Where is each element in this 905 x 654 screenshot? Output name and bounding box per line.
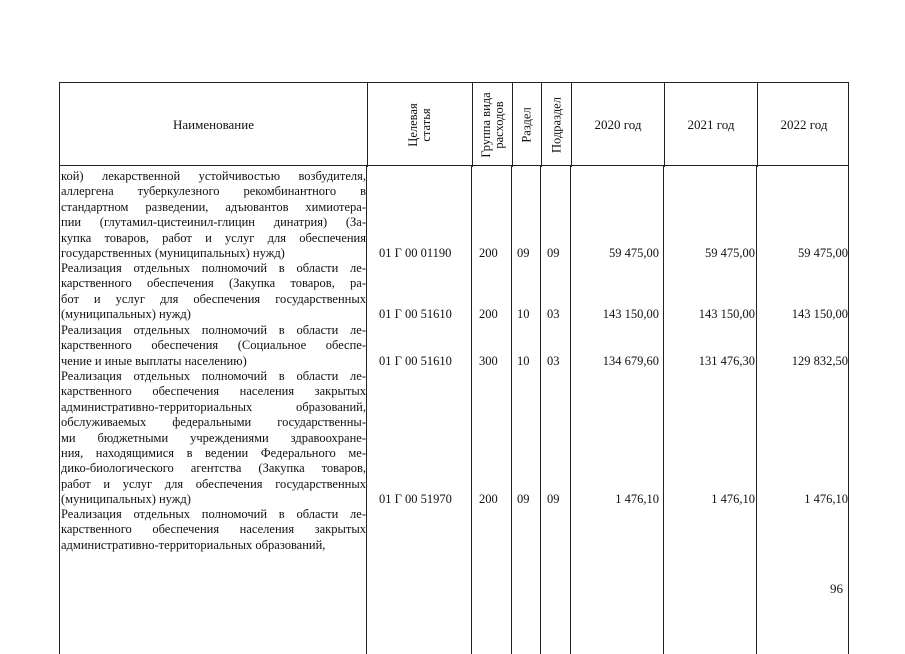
column-divider — [471, 166, 472, 654]
header-2021: 2021 год — [687, 117, 735, 132]
row-article: 01 Г 00 51970 — [379, 492, 452, 506]
column-divider — [663, 166, 664, 654]
row-article: 01 Г 00 51610 — [379, 307, 452, 321]
row-name: Реализация отдельных полномочий в области ле- карственного обеспечения населения закрытых административно-территориальных образований, — [61, 507, 366, 552]
header-section: Раздел — [519, 107, 534, 143]
row-2020: 1 476,10 — [615, 492, 659, 506]
header-subsection-cell — [541, 83, 571, 167]
row-2021: 59 475,00 — [705, 246, 755, 260]
header-section-cell — [512, 83, 541, 167]
row-2022: 59 475,00 — [798, 246, 848, 260]
header-name: Наименование — [173, 117, 254, 132]
row-section: 09 — [517, 492, 530, 506]
row-2020: 143 150,00 — [602, 307, 659, 321]
header-target-article: Целевая статья — [406, 103, 433, 147]
table-body — [59, 166, 849, 654]
column-divider — [59, 166, 60, 654]
row-2022: 143 150,00 — [791, 307, 848, 321]
table-header — [59, 82, 849, 166]
row-article: 01 Г 00 51610 — [379, 354, 452, 368]
row-subsection: 03 — [547, 307, 560, 321]
header-2022: 2022 год — [780, 117, 828, 132]
header-2020: 2020 год — [594, 117, 642, 132]
header-name-cell — [60, 83, 367, 167]
header-2020-cell — [571, 83, 664, 167]
row-subsection: 09 — [547, 246, 560, 260]
page-number: 96 — [830, 581, 843, 596]
column-divider — [756, 166, 757, 654]
row-section: 10 — [517, 354, 530, 368]
row-group: 300 — [479, 354, 498, 368]
row-2021: 131 476,30 — [698, 354, 755, 368]
header-2021-cell — [664, 83, 757, 167]
row-name: Реализация отдельных полномочий в области ле- карственного обеспечения населения закрытых административно-территориальных образований, обслуживаемых федеральными государственны- ми бюджетными учреждениями здравоохране- ния, находящимися в ведении Федерального ме- дико-биологического агентства (Закупка товаров, работ и услуг для обеспечения государственных (муниципальных) нужд) — [61, 369, 366, 507]
column-divider — [540, 166, 541, 654]
row-name: Реализация отдельных полномочий в области ле- карственного обеспечения (Закупка товаров, ра- бот и услуг для обеспечения государственных (муниципальных) нужд) — [61, 261, 366, 322]
row-2022: 129 832,50 — [791, 354, 848, 368]
header-subsection: Подраздел — [549, 97, 563, 153]
row-2022: 1 476,10 — [804, 492, 848, 506]
column-divider — [570, 166, 571, 654]
header-group-cell — [472, 83, 512, 167]
row-subsection: 09 — [547, 492, 560, 506]
row-article: 01 Г 00 01190 — [379, 246, 452, 260]
header-article-cell — [367, 83, 472, 167]
column-divider — [848, 166, 849, 654]
header-expense-group: Группа вида расходов — [478, 92, 506, 158]
row-2020: 59 475,00 — [609, 246, 659, 260]
header-2022-cell — [757, 83, 850, 167]
column-divider — [511, 166, 512, 654]
row-2021: 143 150,00 — [698, 307, 755, 321]
column-divider — [366, 166, 367, 654]
row-2021: 1 476,10 — [711, 492, 755, 506]
row-group: 200 — [479, 307, 498, 321]
row-section: 10 — [517, 307, 530, 321]
row-section: 09 — [517, 246, 530, 260]
row-2020: 134 679,60 — [602, 354, 659, 368]
row-name: кой) лекарственной устойчивостью возбудителя, аллергена туберкулезного рекомбинантного в стандартном разведении, адъювантов химиотера- пии (глутамил-цистеинил-глицин динатрия) (За- купка товаров, работ и услуг для обеспечения государственных (муниципальных) нужд) — [61, 169, 366, 261]
row-group: 200 — [479, 492, 498, 506]
row-name: Реализация отдельных полномочий в области ле- карственного обеспечения (Социальное обеспе- чение и иные выплаты населению) — [61, 323, 366, 368]
row-subsection: 03 — [547, 354, 560, 368]
row-group: 200 — [479, 246, 498, 260]
